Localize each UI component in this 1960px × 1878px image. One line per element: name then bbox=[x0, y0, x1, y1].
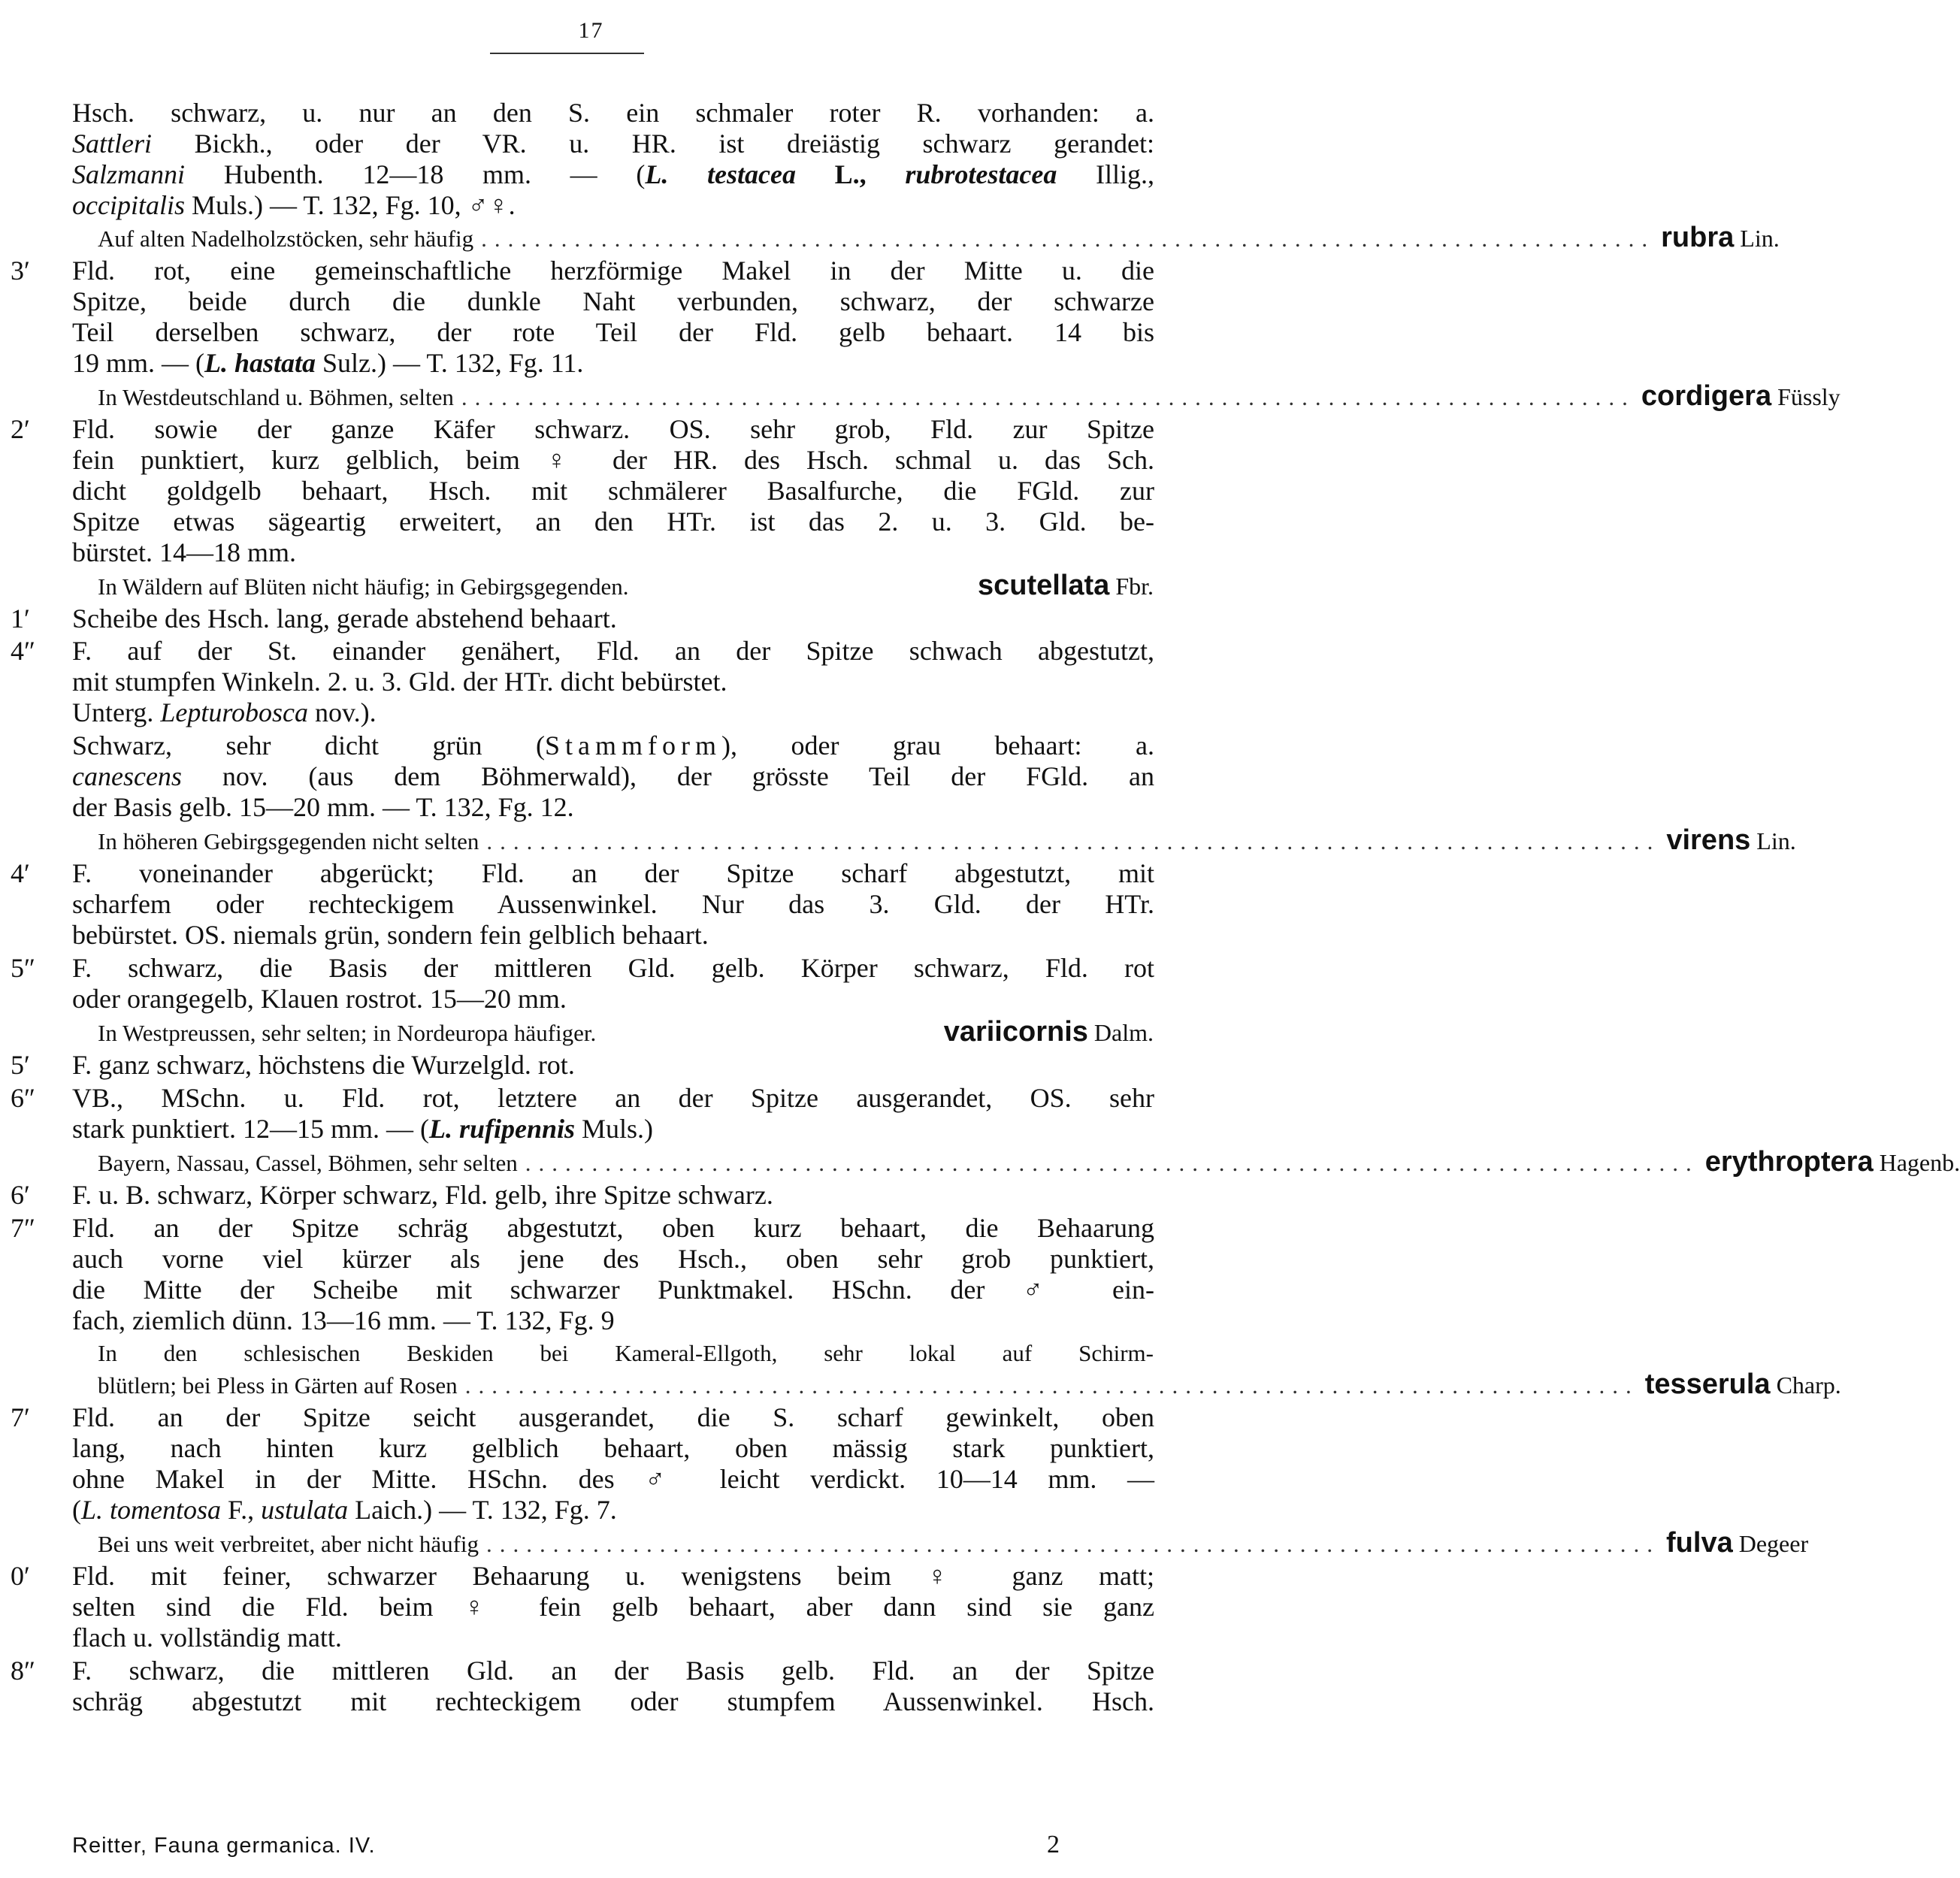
text-line: flach u. vollständig matt. bbox=[72, 1622, 342, 1653]
text-line: auch vorne viel kürzer als jene des Hsch., oben sehr grob punktiert, bbox=[72, 1244, 1154, 1274]
text-line bbox=[72, 129, 1154, 159]
footer-source: Reitter, Fauna germanica. IV. bbox=[72, 1834, 376, 1858]
text-line: scharfem oder rechteckigem Aussenwinkel. Nur das 3. Gld. der HTr. bbox=[72, 889, 1154, 919]
species-author: Degeer bbox=[1738, 1530, 1809, 1557]
text-run: ), oder grau behaart: a. bbox=[721, 730, 1154, 761]
key-marker: 5′ bbox=[11, 1050, 30, 1080]
key-marker: 7″ bbox=[11, 1213, 35, 1243]
leader-dots: ........................................................................................ bbox=[464, 1372, 1639, 1399]
text-line: oder orangegelb, Klauen rostrot. 15—20 mm. bbox=[72, 984, 567, 1014]
text-line bbox=[72, 190, 516, 220]
text-line: Fld. an der Spitze seicht ausgerandet, die S. scharf gewinkelt, oben bbox=[72, 1402, 1154, 1432]
species-name: erythroptera bbox=[1704, 1146, 1874, 1178]
text-line: die Mitte der Scheibe mit schwarzer Punktmakel. HSchn. der ♂ ein- bbox=[72, 1275, 1154, 1305]
key-marker: 4″ bbox=[11, 636, 35, 666]
text-line: lang, nach hinten kurz gelblich behaart, oben mässig stark punktiert, bbox=[72, 1433, 1154, 1463]
locality-text: In den schlesischen Beskiden bei Kameral-Ellgoth, sehr lokal auf Schirm- bbox=[98, 1340, 1154, 1366]
taxon-name: L. testacea bbox=[645, 159, 796, 189]
text-line: Fld. mit feiner, schwarzer Behaarung u. wenigstens beim ♀ ganz matt; bbox=[72, 1561, 1154, 1591]
header-rule bbox=[490, 53, 644, 54]
text-line: bürstet. 14—18 mm. bbox=[72, 537, 296, 567]
text-run: 19 mm. — ( bbox=[72, 348, 204, 378]
text-line bbox=[72, 730, 1154, 761]
locality-text: blütlern; bei Pless in Gärten auf Rosen bbox=[98, 1372, 458, 1399]
locality-text: Bayern, Nassau, Cassel, Böhmen, sehr selten bbox=[98, 1150, 518, 1176]
key-marker: 6″ bbox=[11, 1083, 35, 1113]
page-number: 17 bbox=[578, 18, 604, 43]
text-line: fach, ziemlich dünn. 13—16 mm. — T. 132, Fg. 9 bbox=[72, 1305, 615, 1335]
key-marker: 5″ bbox=[11, 953, 35, 983]
leader-dots: ........................................................................................ bbox=[461, 384, 1635, 410]
species-entry-tesserula bbox=[98, 1368, 1841, 1401]
taxon-name: L. rufipennis bbox=[428, 1114, 575, 1144]
key-marker: 8″ bbox=[11, 1656, 35, 1686]
species-entry-scutellata bbox=[98, 570, 1154, 602]
text-run: Laich.) — T. 132, Fg. 7. bbox=[355, 1495, 617, 1525]
text-run: Muls.) bbox=[582, 1114, 654, 1144]
species-name: cordigera bbox=[1641, 380, 1772, 412]
species-author: Lin. bbox=[1740, 225, 1780, 252]
leader-dots: ........................................................................................ bbox=[481, 225, 1656, 252]
species-entry-virens bbox=[98, 824, 1796, 857]
text-line: bebürstet. OS. niemals grün, sondern fein gelblich behaart. bbox=[72, 920, 709, 950]
key-marker: 4′ bbox=[11, 858, 30, 888]
text-line: schräg abgestutzt mit rechteckigem oder stumpfem Aussenwinkel. Hsch. bbox=[72, 1686, 1154, 1716]
species-author: Charp. bbox=[1776, 1371, 1841, 1399]
text-line: F. voneinander abgerückt; Fld. an der Spitze scharf abgestutzt, mit bbox=[72, 858, 1154, 888]
text-line: F. ganz schwarz, höchstens die Wurzelgld. rot. bbox=[72, 1050, 575, 1080]
leader-dots: ........................................................................................ bbox=[525, 1150, 1699, 1176]
text-line: Fld. sowie der ganze Käfer schwarz. OS. sehr grob, Fld. zur Spitze bbox=[72, 414, 1154, 444]
text-line: F. auf der St. einander genähert, Fld. an der Spitze schwach abgestutzt, bbox=[72, 636, 1154, 666]
key-marker: 1′ bbox=[11, 603, 30, 634]
taxon-name: Salzmanni bbox=[72, 159, 186, 189]
taxon-name: ustulata bbox=[261, 1495, 349, 1525]
text-line: VB., MSchn. u. Fld. rot, letztere an der Spitze ausgerandet, OS. sehr bbox=[72, 1083, 1154, 1113]
text-run: Bickh., oder der VR. u. HR. ist dreiästig schwarz gerandet: bbox=[194, 129, 1154, 159]
text-line bbox=[72, 1495, 617, 1525]
text-run: nov. (aus dem Böhmerwald), der grösste Teil der FGld. an bbox=[222, 761, 1155, 791]
text-run: F., bbox=[228, 1495, 255, 1525]
species-name: variicornis bbox=[943, 1016, 1088, 1048]
key-marker: 2′ bbox=[11, 414, 30, 444]
taxon-name: rubrotestacea bbox=[905, 159, 1057, 189]
taxon-name: Lepturobosca bbox=[160, 697, 308, 727]
text-run: Schwarz, sehr dicht grün ( bbox=[72, 730, 546, 761]
text-run: Hubenth. 12—18 mm. — ( bbox=[223, 159, 646, 189]
taxon-name: L. tomentosa bbox=[81, 1495, 222, 1525]
taxon-name: Sattleri bbox=[72, 129, 152, 159]
species-entry-variicornis bbox=[98, 1017, 1154, 1048]
text-run: L., bbox=[834, 159, 867, 189]
species-author: Fbr. bbox=[1115, 573, 1154, 600]
text-line bbox=[72, 1114, 653, 1144]
text-line bbox=[72, 159, 1154, 189]
text-line: Fld. an der Spitze schräg abgestutzt, oben kurz behaart, die Behaarung bbox=[72, 1213, 1154, 1243]
text-line: ohne Makel in der Mitte. HSchn. des ♂ leicht verdickt. 10—14 mm. — bbox=[72, 1464, 1154, 1494]
species-name: fulva bbox=[1666, 1527, 1733, 1559]
text-line bbox=[72, 348, 583, 378]
text-line bbox=[72, 761, 1154, 791]
species-author: Dalm. bbox=[1093, 1019, 1154, 1046]
species-entry-rubra bbox=[98, 222, 1780, 254]
text-line: Scheibe des Hsch. lang, gerade abstehend behaart. bbox=[72, 603, 617, 634]
species-name: scutellata bbox=[978, 570, 1110, 601]
locality-text: In Westdeutschland u. Böhmen, selten bbox=[98, 384, 454, 410]
text-run: Muls.) — T. 132, Fg. 10, ♂♀. bbox=[191, 190, 516, 220]
leader-dots: ........................................................................................ bbox=[486, 828, 1661, 854]
text-line: fein punktiert, kurz gelblich, beim ♀ der HR. des Hsch. schmal u. das Sch. bbox=[72, 445, 1154, 475]
taxon-name: L. hastata bbox=[204, 348, 316, 378]
species-entry-erythroptera bbox=[98, 1146, 1960, 1178]
text-run: Illig., bbox=[1096, 159, 1154, 189]
species-author: Lin. bbox=[1756, 827, 1796, 854]
text-line: F. schwarz, die Basis der mittleren Gld. gelb. Körper schwarz, Fld. rot bbox=[72, 953, 1154, 983]
species-name: tesserula bbox=[1644, 1368, 1771, 1400]
text-line: Teil derselben schwarz, der rote Teil der Fld. gelb behaart. 14 bis bbox=[72, 317, 1154, 347]
text-line: selten sind die Fld. beim ♀ fein gelb behaart, aber dann sind sie ganz bbox=[72, 1592, 1154, 1622]
key-marker: 7′ bbox=[11, 1402, 30, 1432]
text-run: ( bbox=[72, 1495, 81, 1525]
text-line: Spitze etwas sägeartig erweitert, an den HTr. ist das 2. u. 3. Gld. be- bbox=[72, 507, 1154, 537]
key-marker: 6′ bbox=[11, 1180, 30, 1210]
locality-text: In Westpreussen, sehr selten; in Nordeuropa häufiger. bbox=[98, 1020, 597, 1046]
text-run: Sulz.) — T. 132, Fg. 11. bbox=[322, 348, 584, 378]
text-line: F. u. B. schwarz, Körper schwarz, Fld. gelb, ihre Spitze schwarz. bbox=[72, 1180, 773, 1210]
locality-text: Auf alten Nadelholzstöcken, sehr häufig bbox=[98, 225, 474, 252]
text-line: Hsch. schwarz, u. nur an den S. ein schmaler roter R. vorhanden: a. bbox=[72, 98, 1154, 128]
species-entry-fulva bbox=[98, 1527, 1809, 1559]
text-line: Spitze, beide durch die dunkle Naht verbunden, schwarz, der schwarze bbox=[72, 286, 1154, 316]
species-author: Hagenb. bbox=[1879, 1149, 1960, 1176]
species-author: Füssly bbox=[1777, 383, 1841, 410]
text-line: der Basis gelb. 15—20 mm. — T. 132, Fg. 12. bbox=[72, 792, 574, 822]
locality-text: Bei uns weit verbreitet, aber nicht häufig bbox=[98, 1531, 479, 1557]
text-line: mit stumpfen Winkeln. 2. u. 3. Gld. der HTr. dicht bebürstet. bbox=[72, 667, 727, 697]
text-run: nov.). bbox=[315, 697, 377, 727]
text-line: F. schwarz, die mittleren Gld. an der Basis gelb. Fld. an der Spitze bbox=[72, 1656, 1154, 1686]
locality-text: In Wäldern auf Blüten nicht häufig; in Gebirgsgegenden. bbox=[98, 573, 629, 600]
species-name: virens bbox=[1666, 824, 1751, 856]
key-marker: 3′ bbox=[11, 256, 30, 286]
key-marker: 0′ bbox=[11, 1561, 30, 1591]
locality-text: In höheren Gebirgsgegenden nicht selten bbox=[98, 828, 479, 854]
footer-sheet-number: 2 bbox=[1047, 1831, 1060, 1858]
text-line: dicht goldgelb behaart, Hsch. mit schmälerer Basalfurche, die FGld. zur bbox=[72, 476, 1154, 506]
text-run: stark punktiert. 12—15 mm. — ( bbox=[72, 1114, 429, 1144]
text-line bbox=[72, 697, 377, 727]
text-line: Fld. rot, eine gemeinschaftliche herzförmige Makel in der Mitte u. die bbox=[72, 256, 1154, 286]
species-entry-cordigera bbox=[98, 380, 1841, 413]
species-name: rubra bbox=[1661, 222, 1735, 253]
spaced-text: Stammform bbox=[545, 730, 722, 761]
leader-dots: ........................................................................................ bbox=[486, 1531, 1661, 1557]
taxon-name: occipitalis bbox=[72, 190, 185, 220]
taxon-name: canescens bbox=[72, 761, 182, 791]
text-run: Unterg. bbox=[72, 697, 154, 727]
